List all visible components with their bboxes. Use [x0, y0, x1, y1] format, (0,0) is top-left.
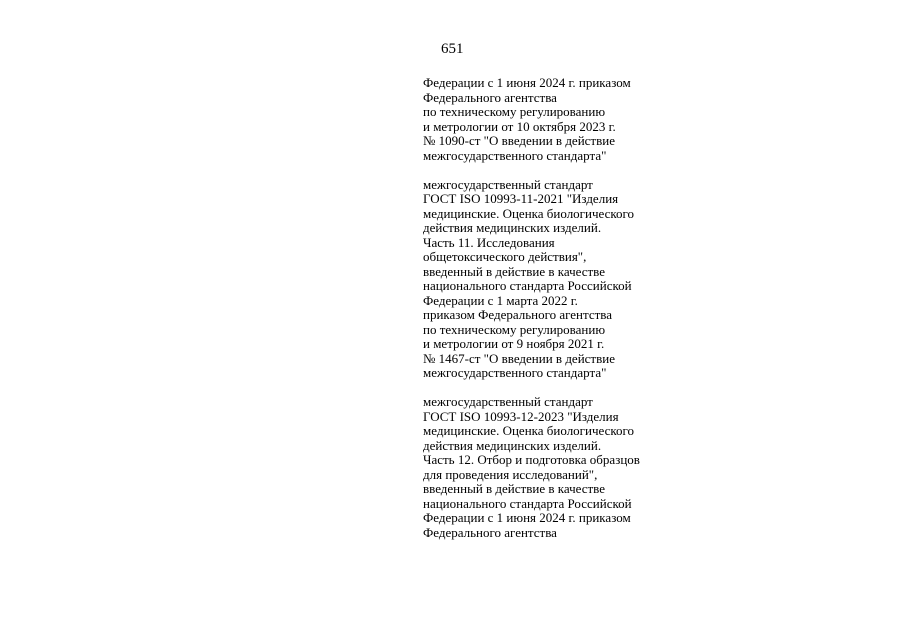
text-line: национального стандарта Российской — [423, 495, 632, 511]
text-line: введенный в действие в качестве — [423, 263, 606, 279]
text-line: межгосударственный стандарт — [423, 176, 593, 192]
text-line: действия медицинских изделий. — [423, 220, 602, 235]
text-line: действия медицинских изделий. — [423, 437, 602, 453]
text-line: Федерального агентства — [423, 89, 557, 105]
text-line: введенный в действие в качестве — [423, 481, 606, 496]
text-line: Часть 11. Исследования — [423, 234, 555, 250]
text-line: № 1090-ст "О введении в действие — [423, 133, 615, 148]
text-line: приказом Федерального агентства — [423, 307, 613, 322]
text-line: межгосударственного стандарта" — [423, 365, 607, 380]
text-line: межгосударственного стандарта" — [423, 147, 607, 163]
text-line: медицинские. Оценка биологического — [423, 205, 635, 221]
text-line: для проведения исследований", — [423, 466, 598, 482]
text-line: ГОСТ ISO 10993-12-2023 "Изделия — [423, 408, 619, 424]
text-line: Федерации с 1 июня 2024 г. приказом — [423, 510, 631, 525]
text-line: и метрологии от 9 ноября 2021 г. — [423, 336, 605, 351]
text-line: Федерации с 1 июня 2024 г. приказом — [423, 75, 631, 90]
text-line: межгосударственный стандарт — [423, 394, 593, 409]
text-line: медицинские. Оценка биологического — [423, 423, 635, 438]
text-line: Федерального агентства — [423, 524, 557, 540]
text-column — [423, 76, 883, 555]
paragraph-1 — [423, 76, 883, 163]
text-line: по техническому регулированию — [423, 321, 606, 337]
paragraph-3 — [423, 395, 883, 540]
text-line: и метрологии от 10 октября 2023 г. — [423, 118, 616, 134]
text-line: № 1467-ст "О введении в действие — [423, 350, 615, 366]
text-line: общетоксического действия", — [423, 249, 587, 264]
paragraph-2 — [423, 178, 883, 381]
text-line: Федерации с 1 марта 2022 г. — [423, 292, 578, 308]
text-line: по техническому регулированию — [423, 104, 606, 119]
page-number: 651 — [441, 41, 464, 57]
text-line: национального стандарта Российской — [423, 278, 632, 293]
text-line: ГОСТ ISO 10993-11-2021 "Изделия — [423, 191, 619, 206]
text-line: Часть 12. Отбор и подготовка образцов — [423, 452, 640, 467]
